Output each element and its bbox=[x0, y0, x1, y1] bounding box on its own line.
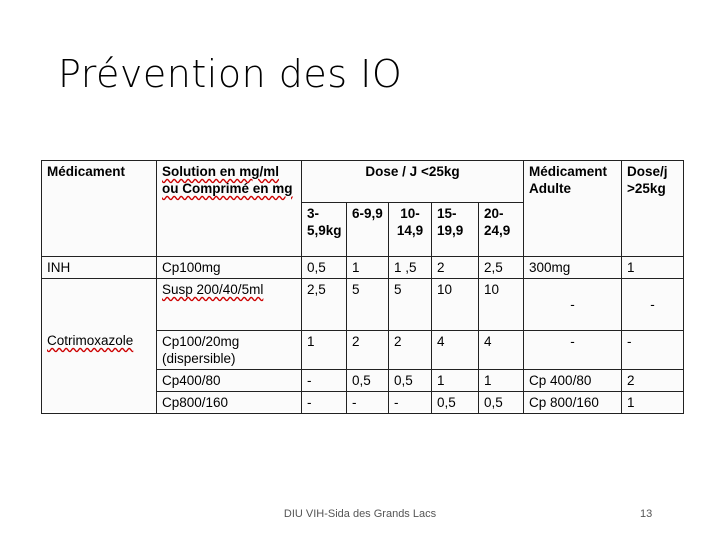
drug-form-text: Susp 200/40/5ml bbox=[162, 282, 264, 297]
dose-cell: 1 bbox=[432, 370, 479, 392]
table-row bbox=[42, 257, 684, 279]
drug-name: INH bbox=[42, 257, 157, 279]
drug-form: Cp100/20mg (dispersible) bbox=[157, 331, 302, 370]
adult-drug: - bbox=[524, 331, 622, 370]
adult-drug: 300mg bbox=[524, 257, 622, 279]
adult-dose: 2 bbox=[622, 370, 684, 392]
slide-footer: DIU VIH-Sida des Grands Lacs bbox=[283, 508, 437, 520]
dose-cell: 1 bbox=[479, 370, 524, 392]
dose-cell: 10 bbox=[479, 279, 524, 331]
dose-cell: 2 bbox=[347, 331, 389, 370]
dose-cell: 5 bbox=[347, 279, 389, 331]
adult-dose: 1 bbox=[622, 257, 684, 279]
dose-cell: - bbox=[347, 392, 389, 414]
adult-dose: - bbox=[622, 279, 684, 331]
page-number: 13 bbox=[640, 508, 653, 520]
header-med-adulte: Médicament Adulte bbox=[524, 161, 622, 257]
dose-cell: - bbox=[389, 392, 432, 414]
dose-cell: 0,5 bbox=[347, 370, 389, 392]
dose-cell: 0,5 bbox=[302, 257, 347, 279]
weight-band: 3-5,9kg bbox=[302, 203, 347, 257]
weight-band: 20-24,9 bbox=[479, 203, 524, 257]
adult-dose: 1 bbox=[622, 392, 684, 414]
dose-cell: 2 bbox=[432, 257, 479, 279]
adult-drug: Cp 800/160 bbox=[524, 392, 622, 414]
drug-name bbox=[42, 279, 157, 414]
slide-title: Prévention des IO bbox=[58, 52, 403, 96]
dose-cell: 1 ,5 bbox=[389, 257, 432, 279]
drug-form: Cp800/160 bbox=[157, 392, 302, 414]
header-dose: Dose / J <25kg bbox=[302, 161, 524, 203]
dose-cell: 2 bbox=[389, 331, 432, 370]
dose-cell: 2,5 bbox=[479, 257, 524, 279]
weight-band: 10-14,9 bbox=[389, 203, 432, 257]
dose-cell: - bbox=[302, 392, 347, 414]
dose-cell: - bbox=[302, 370, 347, 392]
header-solution-text: Solution en mg/ml ou Comprimé en mg bbox=[162, 164, 293, 196]
dose-cell: 4 bbox=[479, 331, 524, 370]
adult-dose: - bbox=[622, 331, 684, 370]
dose-cell: 0,5 bbox=[479, 392, 524, 414]
weight-band: 6-9,9 bbox=[347, 203, 389, 257]
header-solution bbox=[157, 161, 302, 257]
adult-drug: Cp 400/80 bbox=[524, 370, 622, 392]
header-dose-adulte: Dose/j >25kg bbox=[622, 161, 684, 257]
dose-cell: 1 bbox=[302, 331, 347, 370]
dose-cell: 1 bbox=[347, 257, 389, 279]
drug-form: Cp100mg bbox=[157, 257, 302, 279]
drug-form bbox=[157, 279, 302, 331]
adult-drug: - bbox=[524, 279, 622, 331]
dose-cell: 4 bbox=[432, 331, 479, 370]
header-medicament: Médicament bbox=[42, 161, 157, 257]
header-row bbox=[42, 161, 684, 203]
dose-cell: 5 bbox=[389, 279, 432, 331]
dose-cell: 0,5 bbox=[389, 370, 432, 392]
dose-cell: 10 bbox=[432, 279, 479, 331]
dose-cell: 0,5 bbox=[432, 392, 479, 414]
dosing-table bbox=[41, 160, 684, 414]
dose-cell: 2,5 bbox=[302, 279, 347, 331]
drug-form: Cp400/80 bbox=[157, 370, 302, 392]
table-row bbox=[42, 279, 684, 331]
drug-name-text: Cotrimoxazole bbox=[47, 333, 134, 348]
weight-band: 15-19,9 bbox=[432, 203, 479, 257]
dosing-table-container bbox=[41, 160, 683, 411]
